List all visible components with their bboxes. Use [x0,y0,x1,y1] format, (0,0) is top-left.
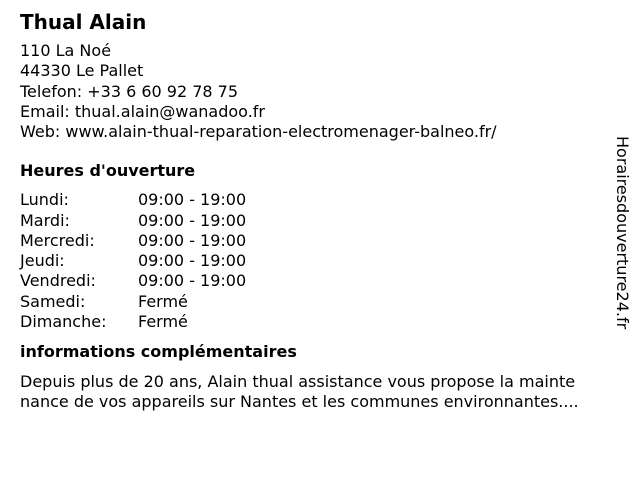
info-text-line-1: Depuis plus de 20 ans, Alain thual assistance vous propose la mainte [20,371,576,391]
hours-row-friday [20,271,620,291]
day-hours: 09:00 - 19:00 [138,210,247,230]
day-label: Dimanche: [20,311,107,331]
hours-row-thursday [20,251,620,271]
info-text-line-2: nance de vos appareils sur Nantes et les communes environnantes.... [20,391,579,411]
day-hours: 09:00 - 19:00 [138,271,247,291]
info-heading: informations complémentaires [20,341,297,361]
hours-row-monday [20,190,620,210]
day-hours: 09:00 - 19:00 [138,251,247,271]
business-name: Thual Alain [20,10,147,34]
day-label: Mardi: [20,210,70,230]
hours-row-sunday [20,312,620,332]
day-hours: Fermé [138,311,188,331]
address-line-2: 44330 Le Pallet [20,61,144,81]
hours-table [20,190,620,331]
day-label: Samedi: [20,291,86,311]
day-hours: Fermé [138,291,188,311]
day-label: Jeudi: [20,251,65,271]
hours-row-tuesday [20,211,620,231]
email-address: Email: thual.alain@wanadoo.fr [20,101,265,121]
day-label: Lundi: [20,190,69,210]
site-watermark: Horairesdouverture24.fr [613,136,632,330]
address-line-1: 110 La Noé [20,41,112,60]
hours-row-saturday [20,292,620,312]
day-label: Vendredi: [20,271,96,291]
day-label: Mercredi: [20,230,95,250]
hours-row-wednesday [20,231,620,251]
phone-number: Telefon: +33 6 60 92 78 75 [20,81,239,101]
hours-heading: Heures d'ouverture [20,161,196,181]
website-address: Web: www.alain-thual-reparation-electromenager-balneo.fr/ [20,122,497,142]
day-hours: 09:00 - 19:00 [138,190,247,210]
business-card [20,9,620,412]
day-hours: 09:00 - 19:00 [138,230,247,250]
